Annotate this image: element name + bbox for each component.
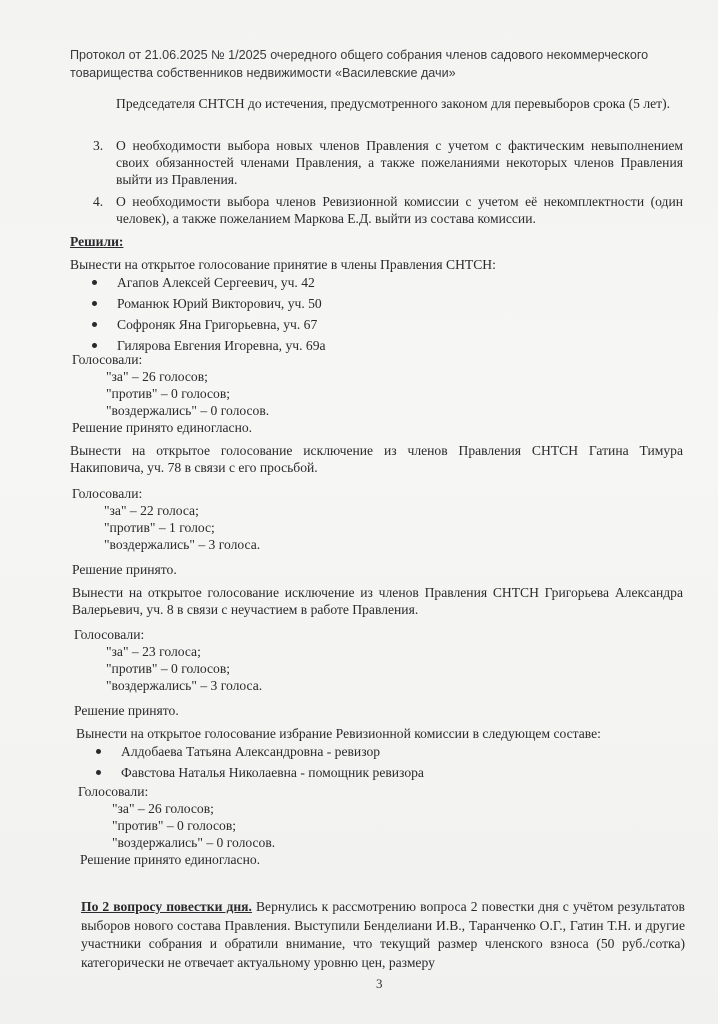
vote-against: "против" – 0 голосов; — [106, 661, 231, 676]
decision-text-2: Решение принято. — [72, 562, 177, 577]
vote-abstain: "воздержались" – 0 голосов. — [106, 403, 270, 418]
vote-for: "за" – 26 голосов; — [106, 369, 208, 384]
bullet-icon — [92, 301, 97, 306]
voted-label: Голосовали: — [74, 627, 145, 642]
voted-label: Голосовали: — [72, 486, 143, 501]
list-item: Агапов Алексей Сергеевич, уч. 42 — [90, 274, 683, 295]
resolution-3-intro: Вынести на открытое голосование исключение из членов Правления СНТСН Григорьева Александра Валерьевич, уч. 8 в связи с неучастием в работе Правления. — [72, 585, 683, 617]
vote-abstain: "воздержались" – 3 голоса. — [106, 678, 263, 693]
agenda-item-text: О необходимости выбора новых членов Правления с учетом с фактическим невыполнением своих обязанностей членами Правления, а также пожеланиями некоторых членов Правления выйти из Правления. — [116, 138, 683, 187]
resolution-intro: Вынести на открытое голосование избрание Ревизионной комиссии в следующем составе: — [76, 726, 601, 741]
question-2-paragraph — [81, 898, 685, 972]
vote-against: "против" – 1 голос; — [104, 520, 215, 535]
voting-3 — [74, 626, 262, 694]
vote-for: "за" – 22 голоса; — [104, 503, 199, 518]
voted-label: Голосовали: — [78, 784, 149, 799]
vote-abstain: "воздержались" – 3 голоса. — [104, 537, 261, 552]
resolution-2-intro: Вынести на открытое голосование исключение из членов Правления СНТСН Гатина Тимура Накиповича, уч. 78 в связи с его просьбой. — [70, 443, 683, 475]
header-line-2: товарищества собственников недвижимости «Василевские дачи» — [70, 66, 456, 80]
question-2-text: Вернулись к рассмотрению вопроса 2 повестки дня с учётом результатов выборов нового состава Правления. Выступили Бенделиани И.В., Таранченко О.Г., Гатин Т.Н. и другие участники собрания и обратили внимание, что текущий размер членского взноса (50 руб./сотка) категорически не отвечает актуальному уровню цен, размеру — [81, 899, 685, 970]
voting-2 — [72, 485, 260, 553]
list-item: Софроняк Яна Григорьевна, уч. 67 — [90, 316, 683, 337]
voted-label: Голосовали: — [72, 352, 143, 367]
bullet-icon — [92, 343, 97, 348]
header-line-1: Протокол от 21.06.2025 № 1/2025 очередного общего собрания членов садового некоммерческого — [70, 48, 649, 62]
decision-text: Решение принято единогласно. — [72, 420, 253, 435]
bullet-icon — [92, 280, 97, 285]
agenda-item-4 — [93, 193, 683, 227]
resolution-1 — [70, 256, 683, 358]
list-item: Алдобаева Татьяна Александровна - ревизор — [94, 743, 683, 764]
bullet-icon — [92, 322, 97, 327]
decision-text-3: Решение принято. — [74, 703, 179, 718]
bullet-icon — [96, 749, 101, 754]
agenda-item-number: 4. — [93, 194, 104, 209]
resolution-4 — [74, 725, 683, 785]
decision-text: Решение принято единогласно. — [80, 852, 261, 867]
list-item: Гилярова Евгения Игоревна, уч. 69а — [90, 337, 683, 358]
voting-1 — [72, 351, 269, 436]
vote-abstain: "воздержались" – 0 голосов. — [112, 835, 276, 850]
continued-item-text: Председателя СНТСН до истечения, предусмотренного законом для перевыборов срока (5 лет). — [116, 96, 671, 111]
audit-commission-list — [94, 743, 683, 785]
resolved-heading: Решили: — [70, 234, 124, 249]
page-number: 3 — [376, 976, 383, 991]
agenda-item-text: О необходимости выбора членов Ревизионной комиссии с учетом её некомплектности (один человек), а также пожеланием Маркова Е.Д. выйти из состава комиссии. — [116, 194, 683, 226]
list-item: Романюк Юрий Викторович, уч. 50 — [90, 295, 683, 316]
bullet-icon — [96, 770, 101, 775]
question-2-label: По 2 вопросу повестки дня. — [81, 899, 252, 914]
list-item: Фавстова Наталья Николаевна - помощник ревизора — [94, 764, 683, 785]
vote-against: "против" – 0 голосов; — [112, 818, 237, 833]
vote-for: "за" – 26 голосов; — [112, 801, 214, 816]
vote-for: "за" – 23 голоса; — [106, 644, 201, 659]
resolution-intro: Вынести на открытое голосование принятие в члены Правления СНТСН: — [70, 257, 496, 272]
voting-4 — [78, 783, 275, 868]
protocol-header — [70, 46, 670, 82]
vote-against: "против" – 0 голосов; — [106, 386, 231, 401]
agenda-item-3 — [93, 137, 683, 188]
agenda-item-number: 3. — [93, 138, 104, 153]
board-members-list — [90, 274, 683, 358]
